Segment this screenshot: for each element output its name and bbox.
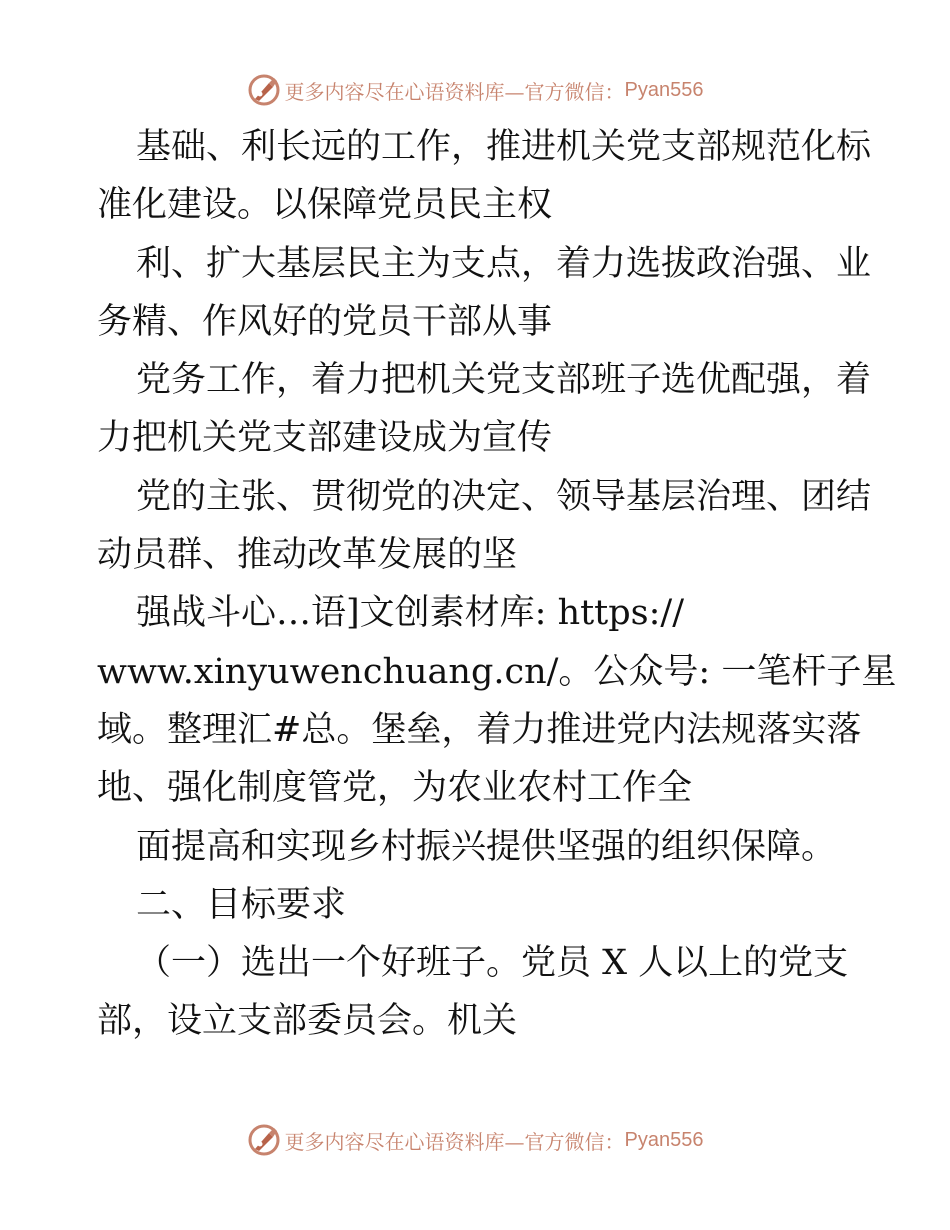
text-line: 部，设立支部委员会。机关	[97, 1001, 518, 1042]
text-line: 党的主张、贯彻党的决定、领导基层治理、团结	[136, 476, 872, 517]
text-line: 强战斗心…语]文创素材库: https://	[136, 593, 684, 634]
text-line: 面提高和实现乡村振兴提供坚强的组织保障。	[136, 826, 837, 867]
text-line: 党务工作，着力把机关党支部班子选优配强，着	[136, 360, 872, 401]
watermark-header	[0, 70, 950, 110]
text-line: 基础、利长远的工作，推进机关党支部规范化标	[136, 127, 872, 167]
text-line: www.xinyuwenchuang.cn/。公众号: 一笔杆子星	[97, 651, 897, 692]
text-line: （一）选出一个好班子。党员 X 人以上的党支	[136, 943, 849, 984]
text-line: 域。整理汇#总。堡垒，着力推进党内法规落实落	[97, 709, 862, 750]
text-line: 务精、作风好的党员干部从事	[97, 301, 553, 342]
watermark-wechat-id: Pyan556	[624, 78, 704, 101]
watermark-wechat-id: Pyan556	[624, 1128, 704, 1151]
text-line: 地、强化制度管党，为农业农村工作全	[97, 768, 693, 809]
text-line: 力把机关党支部建设成为宣传	[97, 418, 553, 459]
watermark-footer	[0, 1120, 950, 1160]
section-heading: 二、目标要求	[136, 884, 347, 925]
watermark-text: 更多内容尽在心语资料库—官方微信：	[284, 1129, 625, 1154]
text-line: 准化建设。以保障党员民主权	[97, 185, 553, 226]
text-line: 动员群、推动改革发展的坚	[97, 535, 518, 576]
text-line: 利、扩大基层民主为支点，着力选拔政治强、业	[136, 243, 872, 284]
document-body	[97, 118, 897, 1051]
watermark-text: 更多内容尽在心语资料库—官方微信：	[284, 79, 625, 104]
pen-logo-icon	[247, 1123, 281, 1157]
pen-logo-icon	[247, 73, 281, 107]
